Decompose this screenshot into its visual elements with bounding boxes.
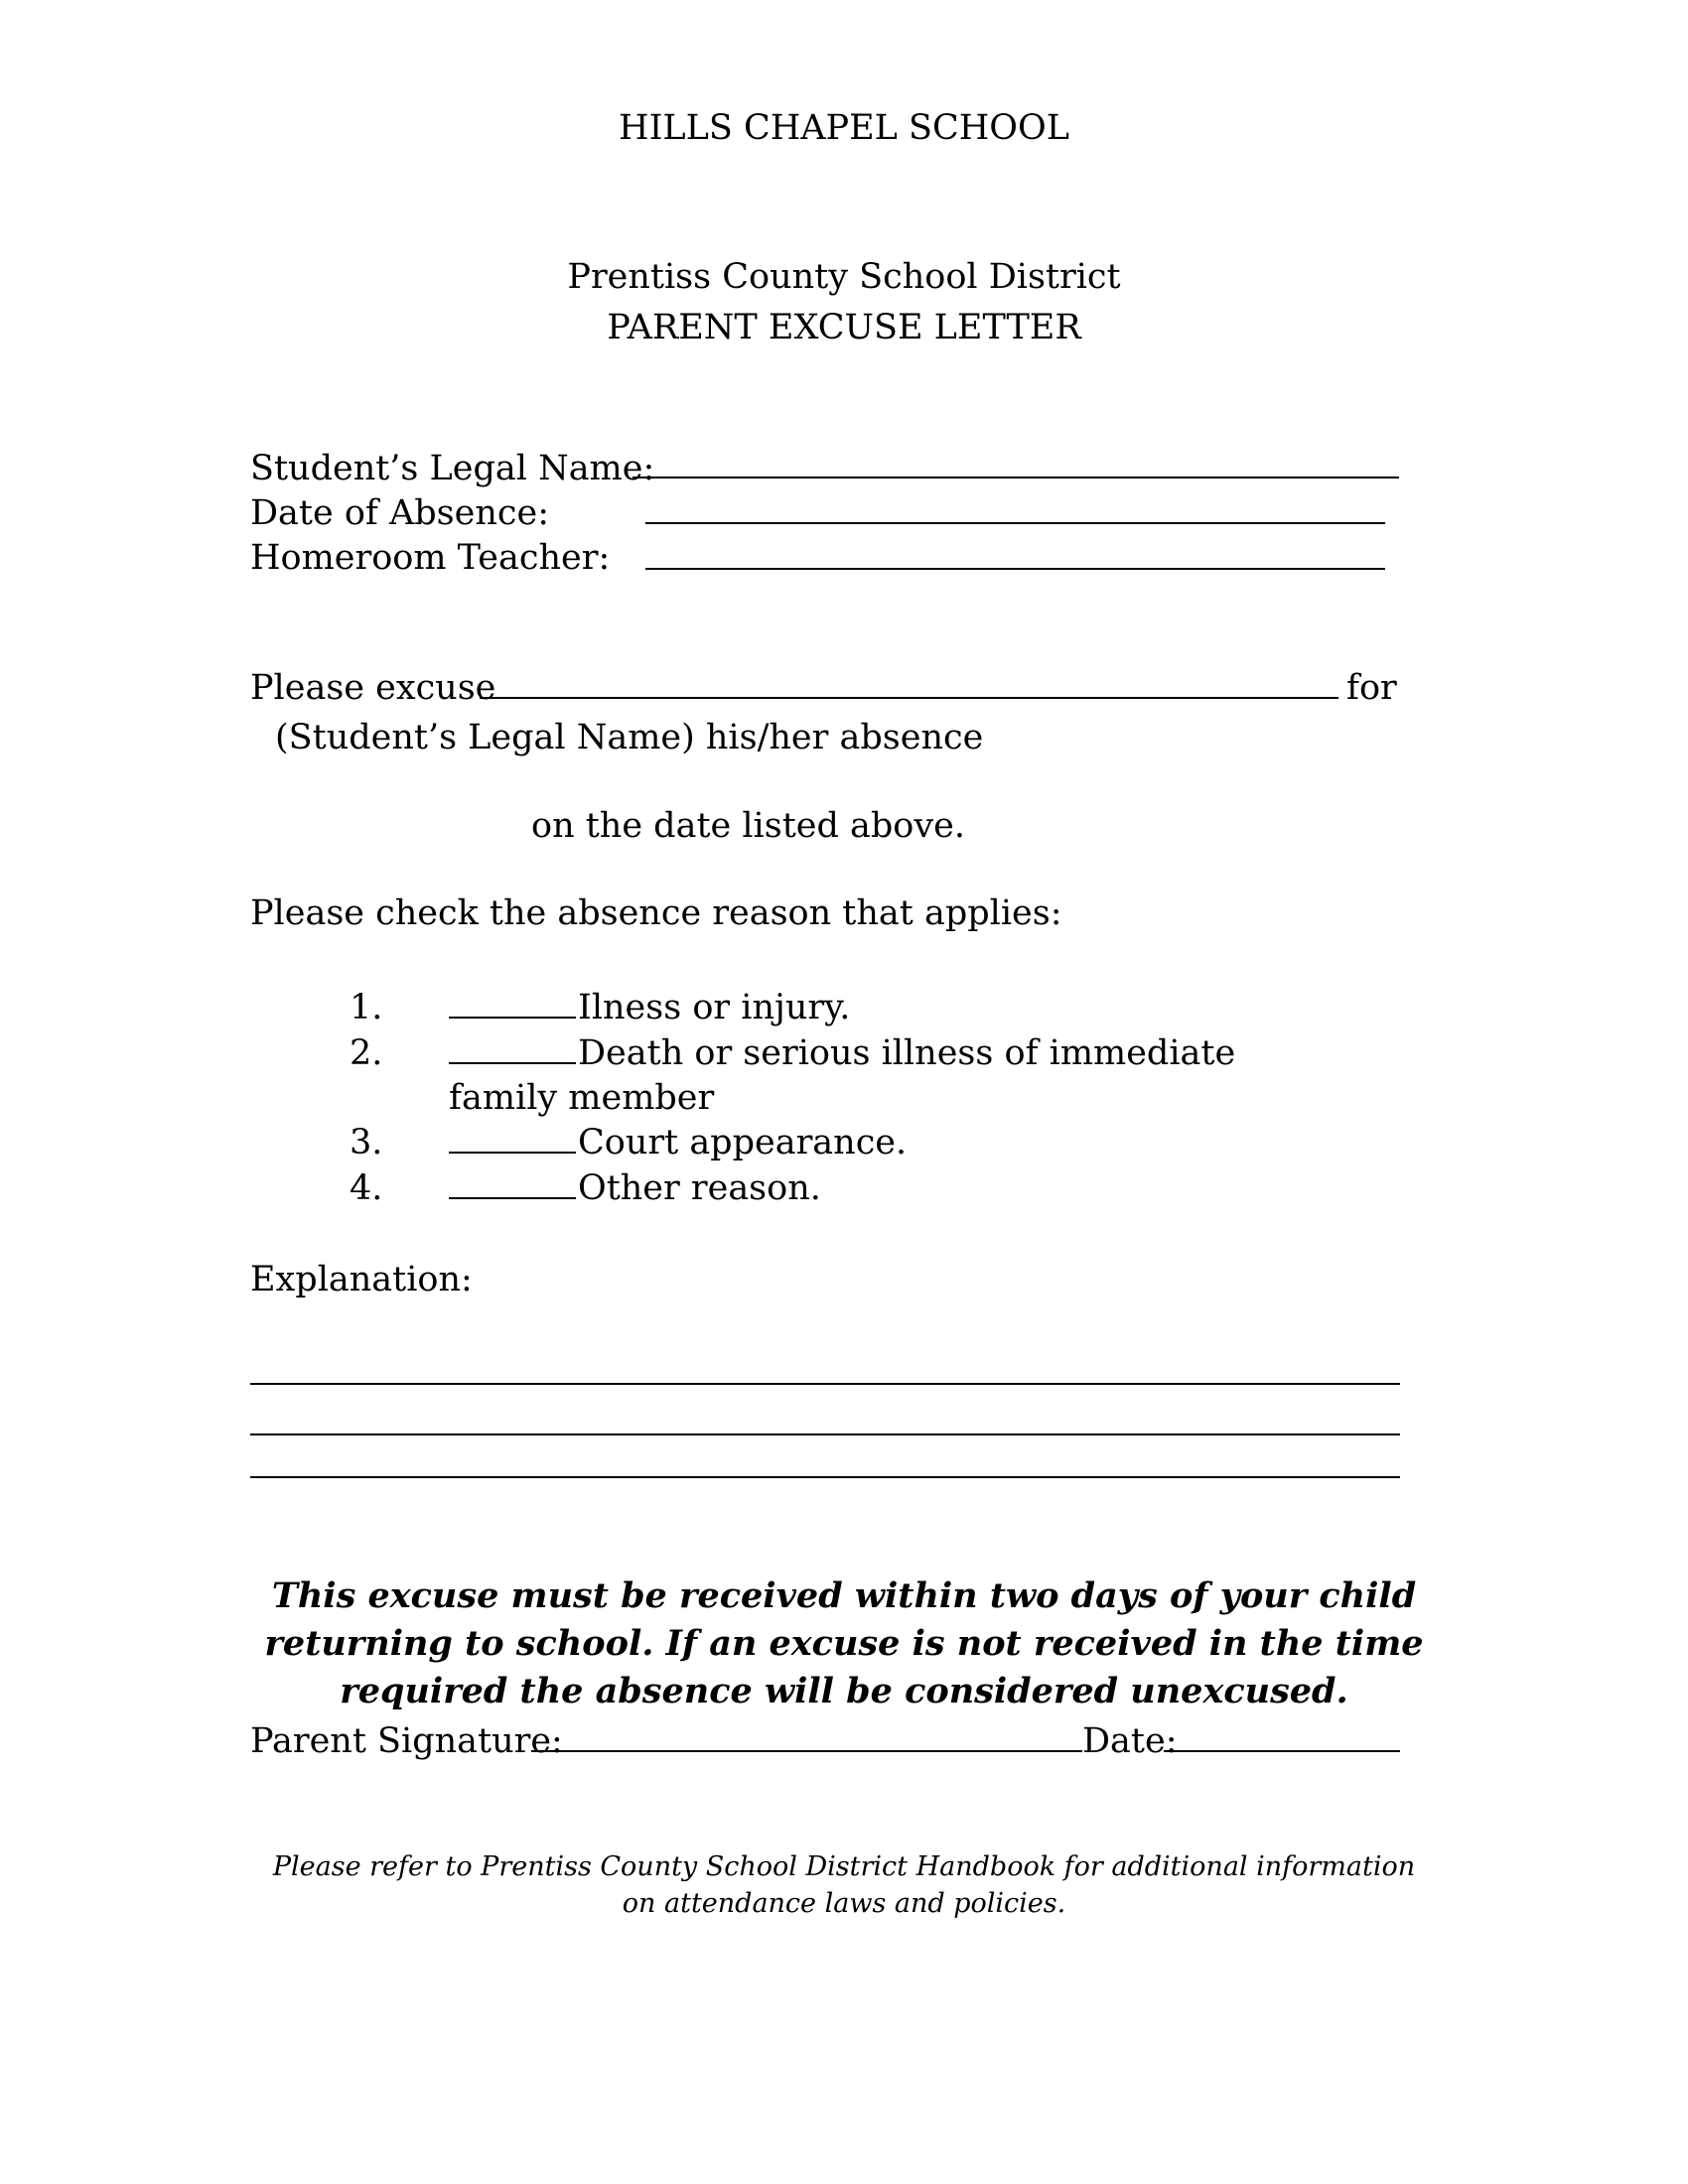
deadline-notice: This excuse must be received within two days of your child returning to school. If an excuse is not received in the time required the absence will be considered unexcused. — [264, 1575, 1424, 1711]
letter-title: PARENT EXCUSE LETTER — [607, 308, 1081, 347]
reason-text: Death or serious illness of immediate — [578, 1033, 1236, 1073]
reason-checkbox-line[interactable] — [449, 1197, 576, 1199]
reason-text: Other reason. — [578, 1168, 821, 1208]
signature-date-label: Date: — [1082, 1721, 1178, 1761]
reason-checkbox-line[interactable] — [449, 1017, 576, 1019]
reason-number: 4. — [350, 1168, 383, 1208]
reason-number: 1. — [350, 988, 383, 1027]
student-name-label: Student’s Legal Name: — [250, 449, 655, 488]
excuse-suffix: for — [1346, 668, 1397, 708]
explanation-line[interactable] — [250, 1383, 1400, 1385]
reason-text-continuation: family member — [449, 1078, 715, 1118]
reason-text: Court appearance. — [578, 1123, 908, 1162]
explanation-label: Explanation: — [250, 1260, 473, 1299]
handbook-note-line-1: Please refer to Prentiss County School District Handbook for additional information — [272, 1851, 1416, 1882]
explanation-line[interactable] — [250, 1433, 1400, 1435]
homeroom-teacher-field[interactable] — [645, 568, 1385, 570]
homeroom-teacher-label: Homeroom Teacher: — [250, 538, 611, 578]
reason-text: Ilness or injury. — [578, 988, 851, 1027]
student-name-field[interactable] — [633, 477, 1399, 478]
excuse-line-3: on the date listed above. — [531, 806, 965, 846]
parent-signature-label: Parent Signature: — [250, 1721, 563, 1761]
handbook-note-line-2: on attendance laws and policies. — [622, 1888, 1066, 1919]
reason-number: 3. — [350, 1123, 383, 1162]
excuse-line-2: (Student’s Legal Name) his/her absence — [275, 718, 984, 757]
excuse-prefix: Please excuse — [250, 668, 496, 708]
explanation-line[interactable] — [250, 1476, 1400, 1478]
reason-checkbox-line[interactable] — [449, 1062, 576, 1064]
parent-signature-field[interactable] — [531, 1750, 1082, 1752]
date-of-absence-label: Date of Absence: — [250, 493, 549, 533]
excuse-student-name-field[interactable] — [480, 697, 1338, 699]
reason-number: 2. — [350, 1033, 383, 1073]
reasons-prompt: Please check the absence reason that applies: — [250, 893, 1062, 933]
reason-checkbox-line[interactable] — [449, 1152, 576, 1154]
date-of-absence-field[interactable] — [645, 522, 1385, 524]
school-name: HILLS CHAPEL SCHOOL — [619, 108, 1069, 148]
signature-date-field[interactable] — [1164, 1750, 1400, 1752]
district-name: Prentiss County School District — [567, 257, 1121, 297]
